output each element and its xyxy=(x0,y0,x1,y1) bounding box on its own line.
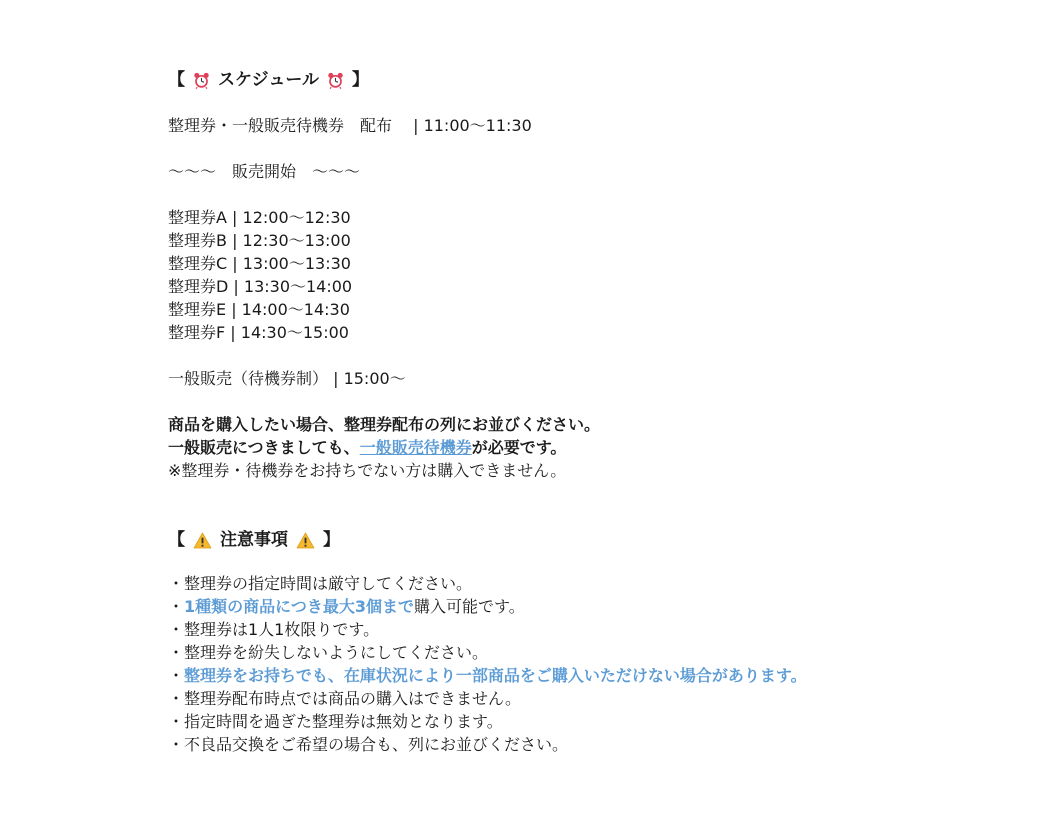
ticket-time-row: 整理券A | 12:00〜12:30 xyxy=(168,208,351,227)
schedule-heading-title: スケジュール xyxy=(218,70,319,90)
alarm-clock-icon xyxy=(193,72,210,89)
schedule-heading xyxy=(168,66,1028,94)
list-item: ・整理券を紛失しないようにしてください。 xyxy=(168,643,489,662)
heading-bracket-close: 】 xyxy=(323,530,340,550)
caution-heading xyxy=(168,526,1028,554)
caution-list xyxy=(168,572,1028,756)
sale-start-divider: 〜〜〜 販売開始 〜〜〜 xyxy=(168,162,361,181)
caution-heading-title: 注意事項 xyxy=(220,530,288,550)
heading-bracket-close: 】 xyxy=(351,70,369,90)
list-item: ・整理券は1人1枚限りです。 xyxy=(168,620,380,639)
list-bullet: ・ xyxy=(168,597,185,616)
general-sale-notice-post: が必要です。 xyxy=(471,438,567,457)
ticket-time-row: 整理券B | 12:30〜13:00 xyxy=(168,231,351,250)
list-item: ・整理券の指定時間は厳守してください。 xyxy=(168,574,473,593)
ticket-time-list xyxy=(168,206,1028,344)
purchase-notice: 商品を購入したい場合、整理券配布の列にお並びください。 xyxy=(168,415,601,434)
warning-icon xyxy=(193,532,212,549)
purchase-limit-highlight: 1種類の商品につき最大3個まで xyxy=(184,597,414,616)
ticket-time-row: 整理券E | 14:00〜14:30 xyxy=(168,300,350,319)
list-item xyxy=(168,595,1028,618)
ticket-time-row: 整理券F | 14:30〜15:00 xyxy=(168,323,349,342)
stock-warning-highlight: 整理券をお持ちでも、在庫状況により一部商品をご購入いただけない場合があります。 xyxy=(184,666,807,685)
list-item: ・整理券配布時点では商品の購入はできません。 xyxy=(168,689,521,708)
purchase-limit-text: 購入可能です。 xyxy=(413,597,525,616)
general-sale-notice xyxy=(168,436,1028,459)
list-item xyxy=(168,664,1028,687)
document-body xyxy=(168,66,1028,756)
list-item: ・不良品交換をご希望の場合も、列にお並びください。 xyxy=(168,735,569,754)
general-sale-time: 一般販売（待機券制） | 15:00〜 xyxy=(168,369,406,388)
general-sale-notice-pre: 一般販売につきましても、 xyxy=(168,438,360,457)
distribution-time: 整理券・一般販売待機券 配布 | 11:00〜11:30 xyxy=(168,116,532,135)
alarm-clock-icon xyxy=(327,72,344,89)
ticket-time-row: 整理券D | 13:30〜14:00 xyxy=(168,277,353,296)
list-bullet: ・ xyxy=(168,666,185,685)
ticket-time-row: 整理券C | 13:00〜13:30 xyxy=(168,254,351,273)
warning-icon xyxy=(296,532,315,549)
ticket-required-note: ※整理券・待機券をお持ちでない方は購入できません。 xyxy=(168,461,567,480)
heading-bracket-open: 【 xyxy=(168,530,185,550)
heading-bracket-open: 【 xyxy=(168,70,185,90)
list-item: ・指定時間を過ぎた整理券は無効となります。 xyxy=(168,712,503,731)
general-sale-ticket-link[interactable]: 一般販売待機券 xyxy=(359,438,472,457)
